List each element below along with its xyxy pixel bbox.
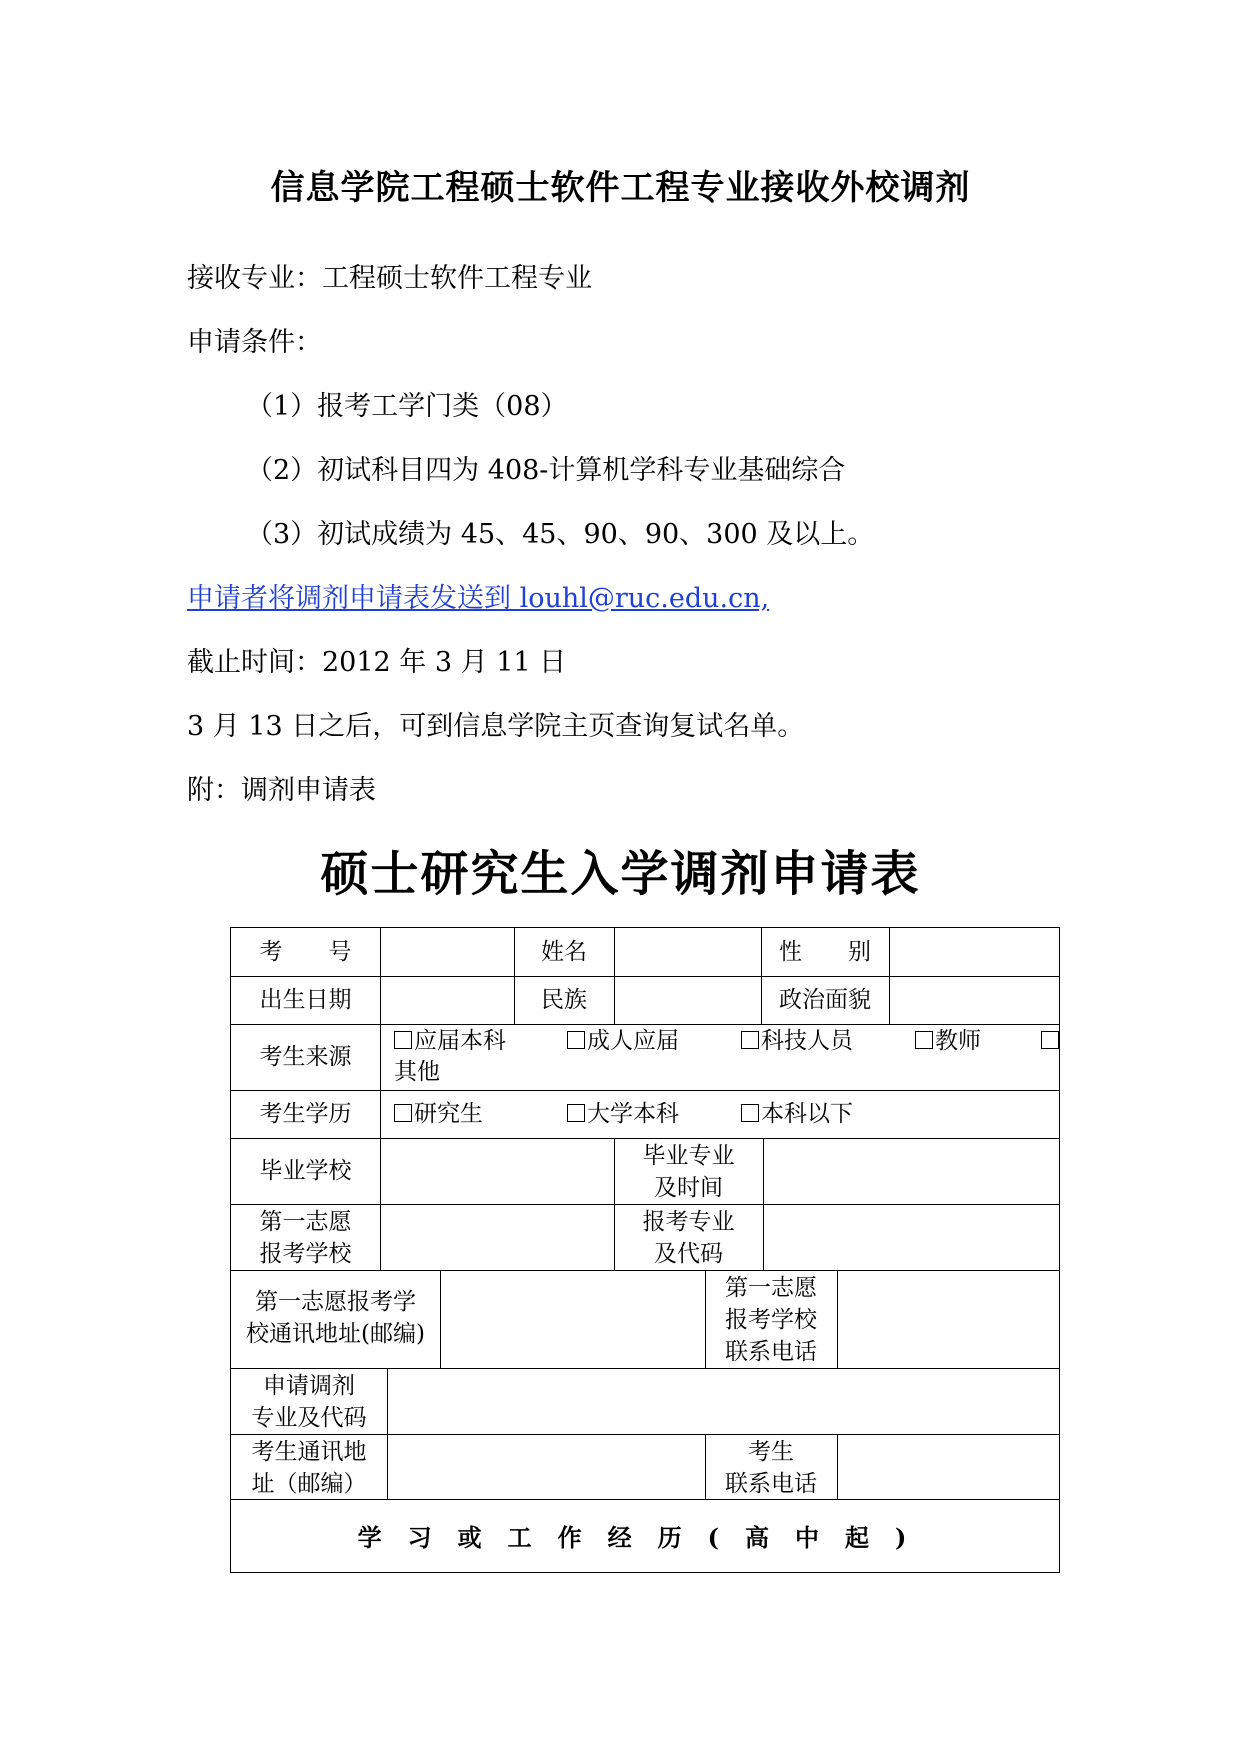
- first-choice-address-label: 第一志愿报考学 校通讯地址(邮编): [246, 1289, 425, 1347]
- col-line: [380, 1024, 381, 1270]
- education-option[interactable]: 大学本科: [567, 1098, 679, 1130]
- checkbox-icon: [394, 1031, 412, 1049]
- condition-1: （1）报考工学门类（08）: [246, 391, 568, 422]
- graduation-school-label: 毕业学校: [259, 1158, 352, 1184]
- checkbox-icon[interactable]: [1041, 1025, 1061, 1057]
- col-line: [440, 1270, 441, 1368]
- row-line: [231, 976, 1059, 977]
- col-line: [889, 928, 890, 1024]
- document-title: 信息学院工程硕士软件工程专业接收外校调剂: [270, 168, 971, 208]
- candidate-source-label: 考生来源: [259, 1044, 352, 1070]
- checkbox-icon: [741, 1104, 759, 1122]
- condition-2: （2）初试科目四为 408-计算机学科专业基础综合: [246, 455, 846, 486]
- condition-3: （3）初试成绩为 45、45、90、90、300 及以上。: [246, 519, 875, 550]
- source-option[interactable]: 成人应届: [567, 1025, 679, 1057]
- row-line: [231, 1090, 1059, 1091]
- checkbox-icon: [394, 1104, 412, 1122]
- col-line: [837, 1270, 838, 1368]
- graduation-major-label: 毕业专业 及时间: [642, 1143, 735, 1201]
- application-form: [230, 927, 1060, 1573]
- applied-major-label: 报考专业 及代码: [642, 1209, 735, 1267]
- col-line: [380, 928, 381, 1024]
- email-link[interactable]: 申请者将调剂申请表发送到 louhl@ruc.edu.cn,: [187, 583, 770, 614]
- gender-label: 性 别: [779, 939, 871, 965]
- checkbox-icon: [567, 1031, 585, 1049]
- col-line: [837, 1434, 838, 1499]
- first-choice-school-label: 第一志愿 报考学校: [259, 1209, 352, 1267]
- education-option[interactable]: 本科以下: [741, 1098, 853, 1130]
- exam-number-label: 考 号: [259, 939, 352, 965]
- source-option-other: 其他: [394, 1059, 440, 1085]
- checkbox-icon: [915, 1031, 933, 1049]
- political-status-label: 政治面貌: [779, 987, 871, 1013]
- checkbox-icon: [741, 1031, 759, 1049]
- education-label: 考生学历: [259, 1101, 352, 1127]
- ethnicity-label: 民族: [541, 987, 587, 1013]
- candidate-phone-label: 考生 联系电话: [725, 1439, 817, 1497]
- notice-line: 3 月 13 日之后，可到信息学院主页查询复试名单。: [187, 711, 805, 742]
- source-option[interactable]: 应届本科: [394, 1025, 506, 1057]
- birth-date-label: 出生日期: [259, 987, 352, 1013]
- source-option[interactable]: 科技人员: [741, 1025, 853, 1057]
- row-line: [231, 1138, 1059, 1139]
- first-choice-phone-label: 第一志愿 报考学校 联系电话: [725, 1275, 817, 1365]
- row-line: [231, 1204, 1059, 1205]
- col-line: [763, 1138, 764, 1270]
- attachment-line: 附：调剂申请表: [187, 775, 376, 806]
- candidate-address-label: 考生通讯地 址（邮编）: [251, 1439, 367, 1497]
- form-title: 硕士研究生入学调剂申请表: [320, 846, 921, 902]
- deadline-line: 截止时间：2012 年 3 月 11 日: [187, 647, 567, 678]
- study-work-history-heading: 学习或工作经历(高中起): [357, 1523, 933, 1552]
- row-line: [231, 1434, 1059, 1435]
- col-line: [614, 928, 615, 1024]
- col-line: [387, 1368, 388, 1499]
- education-option[interactable]: 研究生: [394, 1098, 483, 1130]
- name-label: 姓名: [541, 939, 587, 965]
- source-option[interactable]: 教师: [915, 1025, 981, 1057]
- row-line: [231, 1368, 1059, 1369]
- major-line: 接收专业：工程硕士软件工程专业: [187, 263, 592, 294]
- row-line: [231, 1270, 1059, 1271]
- adjust-major-label: 申请调剂 专业及代码: [251, 1373, 367, 1431]
- conditions-heading: 申请条件：: [187, 327, 322, 358]
- checkbox-icon: [567, 1104, 585, 1122]
